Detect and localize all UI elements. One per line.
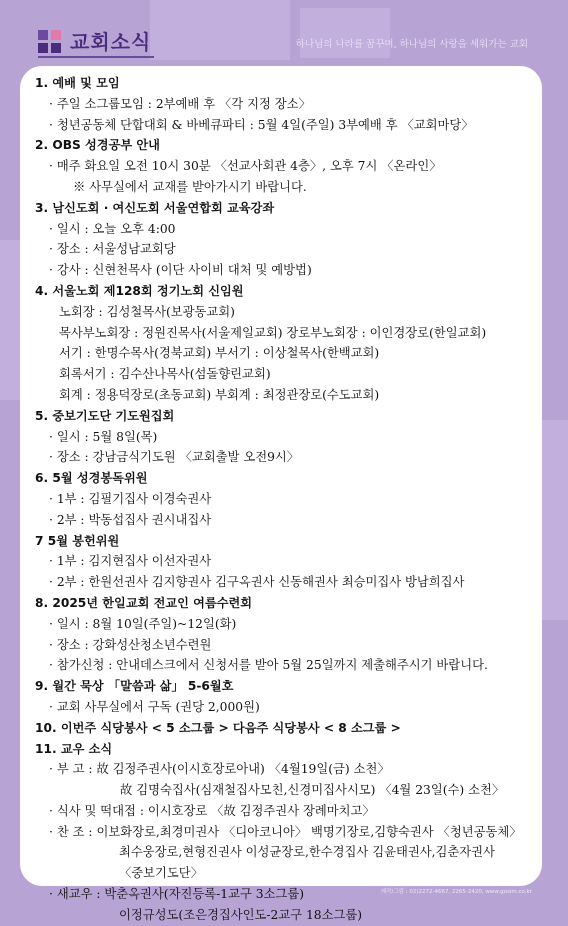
news-line: · 참가신청 : 안내데스크에서 신청서를 받아 5월 25일까지 제출해주시기 바랍니다. xyxy=(49,658,488,673)
news-line: · 청년공동체 단합대회 & 바베큐파티 : 5월 4일(주일) 3부예배 후 〈교회마당〉 xyxy=(49,117,474,132)
section-title: 11. 교우 소식 xyxy=(35,741,113,756)
section-title: 10. 이번주 식당봉사 < 5 소그룹 > 다음주 식당봉사 < 8 소그룹 > xyxy=(35,720,401,735)
section-title: 4. 서울노회 제128회 정기노회 신임원 xyxy=(35,283,244,298)
news-line: · 교회 사무실에서 구독 (권당 2,000원) xyxy=(49,699,260,714)
news-content xyxy=(35,73,535,926)
news-line: 회록서기 : 김수산나목사(섬돌향린교회) xyxy=(59,367,271,382)
news-line: 노회장 : 김성철목사(보광동교회) xyxy=(59,304,235,319)
page-title: 교회소식 xyxy=(70,30,152,54)
news-line: 서기 : 한명수목사(경북교회) 부서기 : 이상철목사(한백교회) xyxy=(59,346,380,361)
section-title: 3. 남신도회 · 여신도회 서울연합회 교육강좌 xyxy=(35,200,275,215)
title-underline xyxy=(38,56,154,58)
slogan: 하나님의 나라를 꿈꾸며, 하나님의 사랑을 세워가는 교회 xyxy=(295,39,528,50)
news-line: · 일시 : 8월 10일(주일)~12일(화) xyxy=(49,616,237,631)
footer-credit: 제작/그림 : 02)2272-4667, 2265-2420, www.gosim.co.kr xyxy=(380,889,532,895)
news-line: · 일시 : 오늘 오후 4:00 xyxy=(49,221,176,236)
section-title: 8. 2025년 한일교회 전교인 여름수련회 xyxy=(35,595,253,610)
news-line: · 1부 : 김필기집사 이경숙권사 xyxy=(49,491,212,506)
section-title: 1. 예배 및 모임 xyxy=(35,76,120,90)
news-line: · 2부 : 한원선권사 김지향권사 김구옥권사 신동해권사 최승미집사 방남희집사 xyxy=(49,575,465,590)
news-line: · 일시 : 5월 8일(목) xyxy=(49,429,158,444)
news-line: 최수웅장로,현형진권사 이성균장로,한수경집사 김윤태권사,김춘자권사 xyxy=(119,845,495,860)
news-line: · 장소 : 강화성산청소년수련원 xyxy=(49,637,212,652)
news-line: 이정규성도(조은경집사인도-2교구 18소그룹) xyxy=(119,907,363,922)
news-line: · 2부 : 박동섭집사 권시내집사 xyxy=(49,512,212,527)
news-line: 목사부노회장 : 정원진목사(서울제일교회) 장로부노회장 : 이인경장로(한일교회) xyxy=(59,325,487,340)
news-line: · 1부 : 김지현집사 이선자권사 xyxy=(49,554,212,569)
news-note: ※ 사무실에서 교재를 받아가시기 바랍니다. xyxy=(73,179,307,194)
news-line: · 부 고 : 故 김정주권사(이시호장로아내) 〈4월19일(금) 소천〉 xyxy=(49,762,390,777)
header xyxy=(0,0,568,64)
news-line: · 주일 소그룹모임 : 2부예배 후 〈각 지정 장소〉 xyxy=(49,96,311,111)
news-line: 회계 : 정용덕장로(초동교회) 부회계 : 최정관장로(수도교회) xyxy=(59,387,380,402)
news-line: · 새교우 : 박춘옥권사(자진등록-1교구 3소그룹) xyxy=(49,887,305,902)
section-title: 5. 중보기도단 기도원집회 xyxy=(35,408,175,423)
section-title: 9. 월간 묵상 「말씀과 삶」 5-6월호 xyxy=(35,679,234,694)
section-title: 6. 5월 성경봉독위원 xyxy=(35,471,148,486)
news-line: · 강사 : 신현천목사 (이단 사이비 대처 및 예방법) xyxy=(49,263,312,278)
section-title: 2. OBS 성경공부 안내 xyxy=(35,138,160,153)
news-line: 故 김명숙집사(심재철집사모친,신경미집사시모) 〈4월 23일(수) 소천〉 xyxy=(120,783,505,798)
news-line: · 매주 화요일 오전 10시 30분 〈선교사회관 4층〉, 오후 7시 〈온라인〉 xyxy=(49,159,442,174)
news-line: · 장소 : 서울성남교회당 xyxy=(49,242,176,257)
news-line: · 식사 및 떡대접 : 이시호장로 〈故 김정주권사 장례마치고〉 xyxy=(49,803,375,818)
section-title: 7 5월 봉헌위원 xyxy=(35,533,120,548)
background-tile xyxy=(540,420,568,620)
news-line: · 장소 : 강남금식기도원 〈교회출발 오전9시〉 xyxy=(49,450,300,465)
news-line: · 찬 조 : 이보화장로,최경미권사 〈디아코니아〉 백명기장로,김향숙권사 〈청년공동체〉 xyxy=(49,824,522,839)
news-line: 〈중보기도단〉 xyxy=(119,866,203,881)
logo-mark-icon xyxy=(38,30,62,54)
